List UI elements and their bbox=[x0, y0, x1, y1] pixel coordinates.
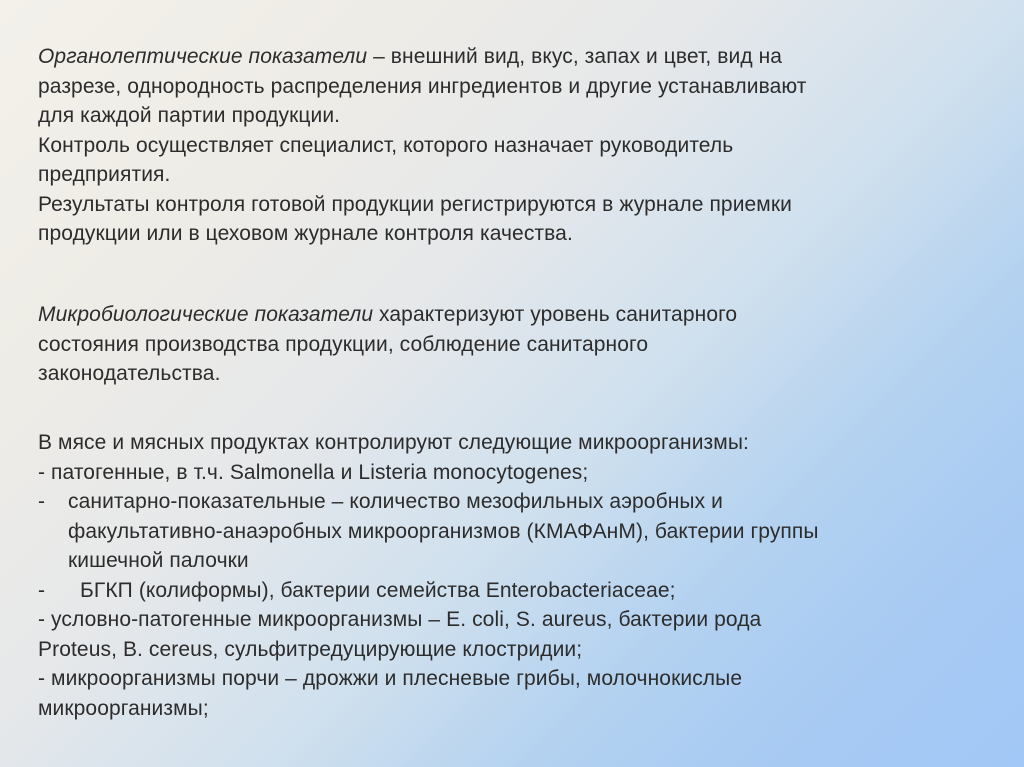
results-line-1: Результаты контроля готовой продукции регистрируются в журнале приемки bbox=[38, 192, 792, 216]
list-item-coliforms-text: БГКП (колиформы), бактерии семейства Enterobacteriaceae; bbox=[80, 578, 676, 602]
list-item-spoilage-line-1: - микроорганизмы порчи – дрожжи и плесневые грибы, молочнокислые bbox=[38, 667, 743, 690]
microbiological-line-1 bbox=[38, 300, 988, 330]
organoleptic-line-2: разрезе, однородность распределения ингредиентов и другие устанавливают bbox=[38, 74, 807, 98]
organoleptic-line-1 bbox=[38, 42, 988, 72]
list-dash: - bbox=[38, 578, 46, 602]
microbiological-line-2: состояния производства продукции, соблюдение санитарного bbox=[38, 332, 649, 356]
list-item-sanitary-line-3: кишечной палочки bbox=[68, 549, 249, 572]
meat-intro: В мясе и мясных продуктах контролируют следующие микроорганизмы: bbox=[38, 431, 749, 454]
microbiological-paragraph bbox=[38, 300, 988, 389]
control-line-2: предприятия. bbox=[38, 163, 171, 186]
control-line-1: Контроль осуществляет специалист, которого назначает руководитель bbox=[38, 133, 734, 157]
microbiological-term: Микробиологические показатели bbox=[38, 303, 374, 326]
list-item-opportunistic-line-2: Proteus, B. cereus, сульфитредуцирующие клостридии; bbox=[38, 637, 583, 661]
list-item-sanitary-line-1: санитарно-показательные – количество мезофильных аэробных и bbox=[68, 490, 723, 513]
list-item-pathogenic: - патогенные, в т.ч. Salmonella и Listeria monocytogenes; bbox=[38, 460, 589, 484]
list-dash: - bbox=[38, 490, 46, 513]
list-item-coliforms bbox=[38, 576, 988, 606]
organoleptic-line-3: для каждой партии продукции. bbox=[38, 104, 341, 127]
list-item-sanitary-line-2: факультативно-анаэробных микроорганизмов (КМАФАнМ), бактерии группы bbox=[68, 519, 819, 543]
organoleptic-paragraph bbox=[38, 42, 988, 249]
list-item-sanitary-text bbox=[68, 487, 819, 576]
meat-microorganisms-list bbox=[38, 428, 988, 723]
results-line-2: продукции или в цеховом журнале контроля качества. bbox=[38, 222, 573, 245]
list-item-spoilage-line-2: микроорганизмы; bbox=[38, 696, 209, 720]
list-item-opportunistic-line-1: - условно-патогенные микроорганизмы – E. coli, S. aureus, бактерии рода bbox=[38, 608, 762, 631]
organoleptic-term: Органолептические показатели bbox=[38, 45, 368, 68]
microbiological-line-3: законодательства. bbox=[38, 362, 221, 385]
organoleptic-line-1-rest: – внешний вид, вкус, запах и цвет, вид на bbox=[367, 45, 783, 68]
microbiological-line-1-rest: характеризуют уровень санитарного bbox=[373, 303, 738, 326]
list-item-sanitary bbox=[38, 487, 988, 576]
